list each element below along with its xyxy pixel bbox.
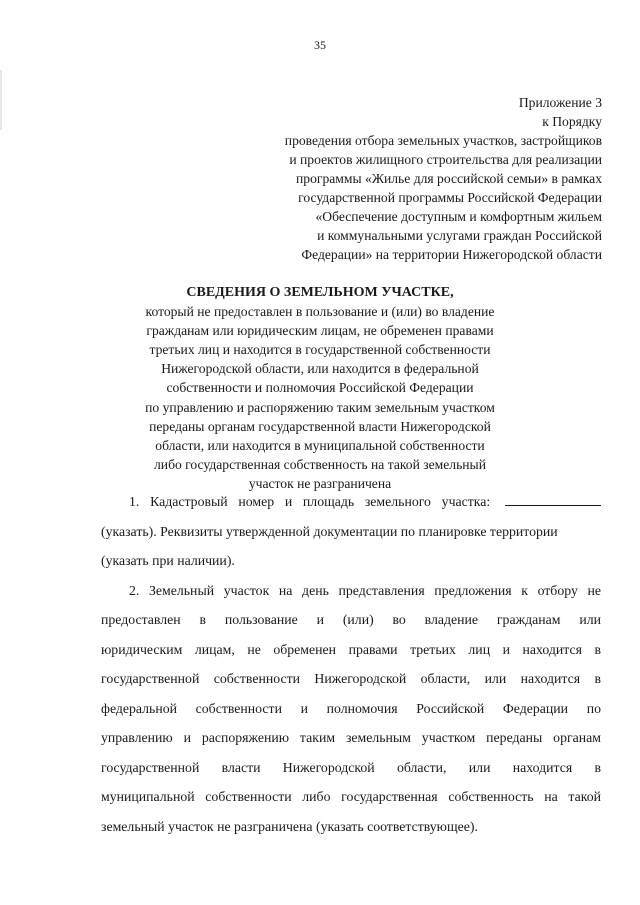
paragraph-2-line: земельный участок не разграничена (указать соответствующее). [101, 818, 478, 834]
paragraph-2-line: федеральной собственности и полномочия Российской Федерации по [101, 700, 601, 716]
paragraph-2-line: юридическим лицам, не обременен правами третьих лиц и находится в [101, 641, 601, 657]
word: номер [238, 494, 275, 509]
appendix-line: и коммунальными услугами граждан Российской [317, 228, 602, 243]
paragraph-1-line: (указать). Реквизиты утвержденной документации по планировке территории [101, 523, 558, 539]
paragraph-2-line: предоставлен в пользование и (или) во владение гражданам или [101, 612, 601, 627]
subtitle-line: области, или находится в муниципальной собственности [155, 437, 485, 453]
subtitle-line: который не предоставлен в пользование и (или) во владение [145, 304, 495, 320]
document-title: СВЕДЕНИЯ О ЗЕМЕЛЬНОМ УЧАСТКЕ, [186, 285, 454, 300]
word: земельного [364, 494, 431, 509]
word: площадь [302, 494, 355, 509]
document-body [101, 487, 601, 841]
appendix-line: к Порядку [542, 114, 602, 129]
word: Кадастровый [150, 494, 228, 509]
subtitle-line: участок не разграничена [248, 475, 392, 491]
subtitle-line: Нижегородской области, или находится в федеральной [161, 361, 479, 377]
subtitle-line: по управлению и распоряжению таким земельным участком [145, 399, 495, 415]
paragraph-1-line [101, 487, 601, 517]
page-number: 35 [314, 38, 326, 52]
word: и [284, 494, 293, 509]
paragraph-2-line: 2. Земельный участок на день представления предложения к отбору не [129, 582, 601, 598]
subtitle-line: переданы органам государственной власти Нижегородской [149, 418, 491, 434]
document-heading [0, 283, 640, 493]
blank-field[interactable] [505, 493, 601, 506]
appendix-header [285, 93, 602, 264]
scan-edge-mark [0, 70, 2, 130]
appendix-line: Федерации» на территории Нижегородской области [301, 247, 602, 262]
subtitle-line: собственности и полномочия Российской Федерации [166, 380, 474, 396]
subtitle-line: третьих лиц и находится в государственной собственности [149, 342, 491, 358]
paragraph-1 [101, 487, 601, 576]
subtitle-line: гражданам или юридическим лицам, не обременен правами [146, 323, 494, 339]
appendix-line: государственной программы Российской Федерации [298, 190, 602, 205]
appendix-line: Приложение 3 [518, 95, 602, 110]
paragraph-1-line: (указать при наличии). [101, 553, 235, 568]
paragraph-2 [101, 576, 601, 842]
paragraph-2-line: государственной власти Нижегородской области, или находится в [101, 759, 601, 775]
appendix-line: и проектов жилищного строительства для реализации [289, 152, 602, 167]
word: 1. [129, 494, 140, 509]
appendix-line: программы «Жилье для российской семьи» в рамках [296, 171, 602, 186]
appendix-line: проведения отбора земельных участков, застройщиков [284, 133, 602, 148]
paragraph-2-line: государственной собственности Нижегородской области, или находится в [101, 671, 601, 686]
word: участка: [441, 494, 491, 509]
appendix-line: «Обеспечение доступным и комфортным жильем [315, 209, 602, 224]
subtitle-line: либо государственная собственность на такой земельный [154, 456, 486, 472]
paragraph-2-line: управлению и распоряжению таким земельным участком переданы органам [101, 730, 601, 745]
paragraph-2-line: муниципальной собственности либо государственная собственность на такой [101, 789, 601, 804]
